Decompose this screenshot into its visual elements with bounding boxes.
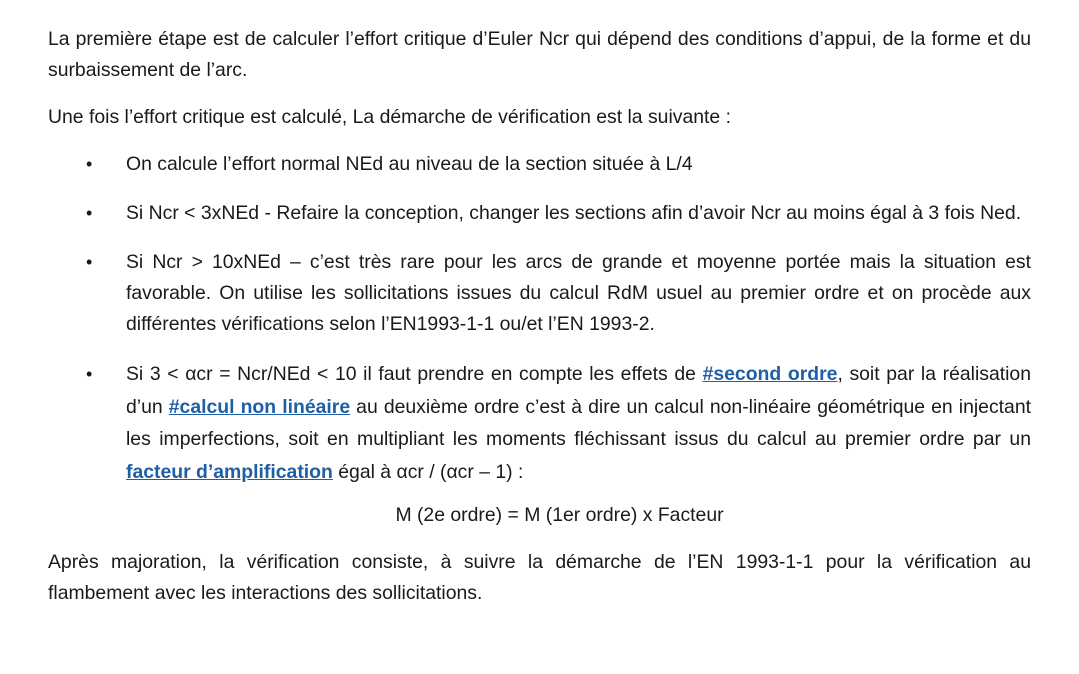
list-item [48, 247, 1031, 340]
link-facteur-amplification[interactable]: facteur d’amplification [126, 460, 333, 483]
list-item-text-part: égal à αcr / (αcr – 1) : [332, 460, 524, 483]
list-item-text-part: au deuxième ordre c’est à dire un calcul non-linéaire géométrique en injectant les imperfections, soit en multipliant les moments fléchissant issus du calcul au premier ordre par un [126, 395, 1031, 450]
list-item-text-part: , soit par la réalisation d’un [126, 363, 1031, 418]
paragraph-conclusion: Après majoration, la vérification consiste, à suivre la démarche de l’EN 1993-1-1 pour la vérification au flambement avec les interactions des sollicitations. [48, 551, 1031, 604]
bullet-icon: • [86, 364, 93, 384]
list-item [48, 149, 1031, 180]
list-item-text: Si Ncr < 3xNEd - Refaire la conception, changer les sections afin d’avoir Ncr au moins égal à 3 fois Ned. [126, 202, 1022, 224]
verification-list [48, 149, 1031, 488]
paragraph-procedure: Une fois l’effort critique est calculé, La démarche de vérification est la suivante : [48, 106, 731, 128]
list-item [48, 198, 1031, 229]
formula: M (2e ordre) = M (1er ordre) x Facteur [395, 504, 724, 526]
link-second-ordre[interactable]: #second ordre [702, 363, 838, 385]
paragraph-intro: La première étape est de calculer l’effort critique d’Euler Ncr qui dépend des conditions d’appui, de la forme et du surbaissement de l’arc. [48, 28, 1031, 81]
link-calcul-non-lineaire[interactable]: #calcul non linéaire [168, 395, 351, 418]
document-body [48, 24, 1031, 609]
bullet-icon: • [86, 203, 93, 223]
bullet-icon: • [86, 252, 93, 272]
bullet-icon: • [86, 154, 93, 174]
list-item-text-part: Si 3 < αcr = Ncr/NEd < 10 il faut prendre en compte les effets de [126, 363, 703, 385]
list-item-text: On calcule l’effort normal NEd au niveau de la section située à L/4 [126, 153, 693, 175]
list-item-text: Si Ncr > 10xNEd – c’est très rare pour les arcs de grande et moyenne portée mais la situation est favorable. On utilise les sollicitations issues du calcul RdM usuel au premier ordre et on procède aux différentes vérifications selon l’EN1993-1-1 ou/et l’EN 1993-2. [126, 251, 1031, 335]
list-item [48, 358, 1031, 488]
